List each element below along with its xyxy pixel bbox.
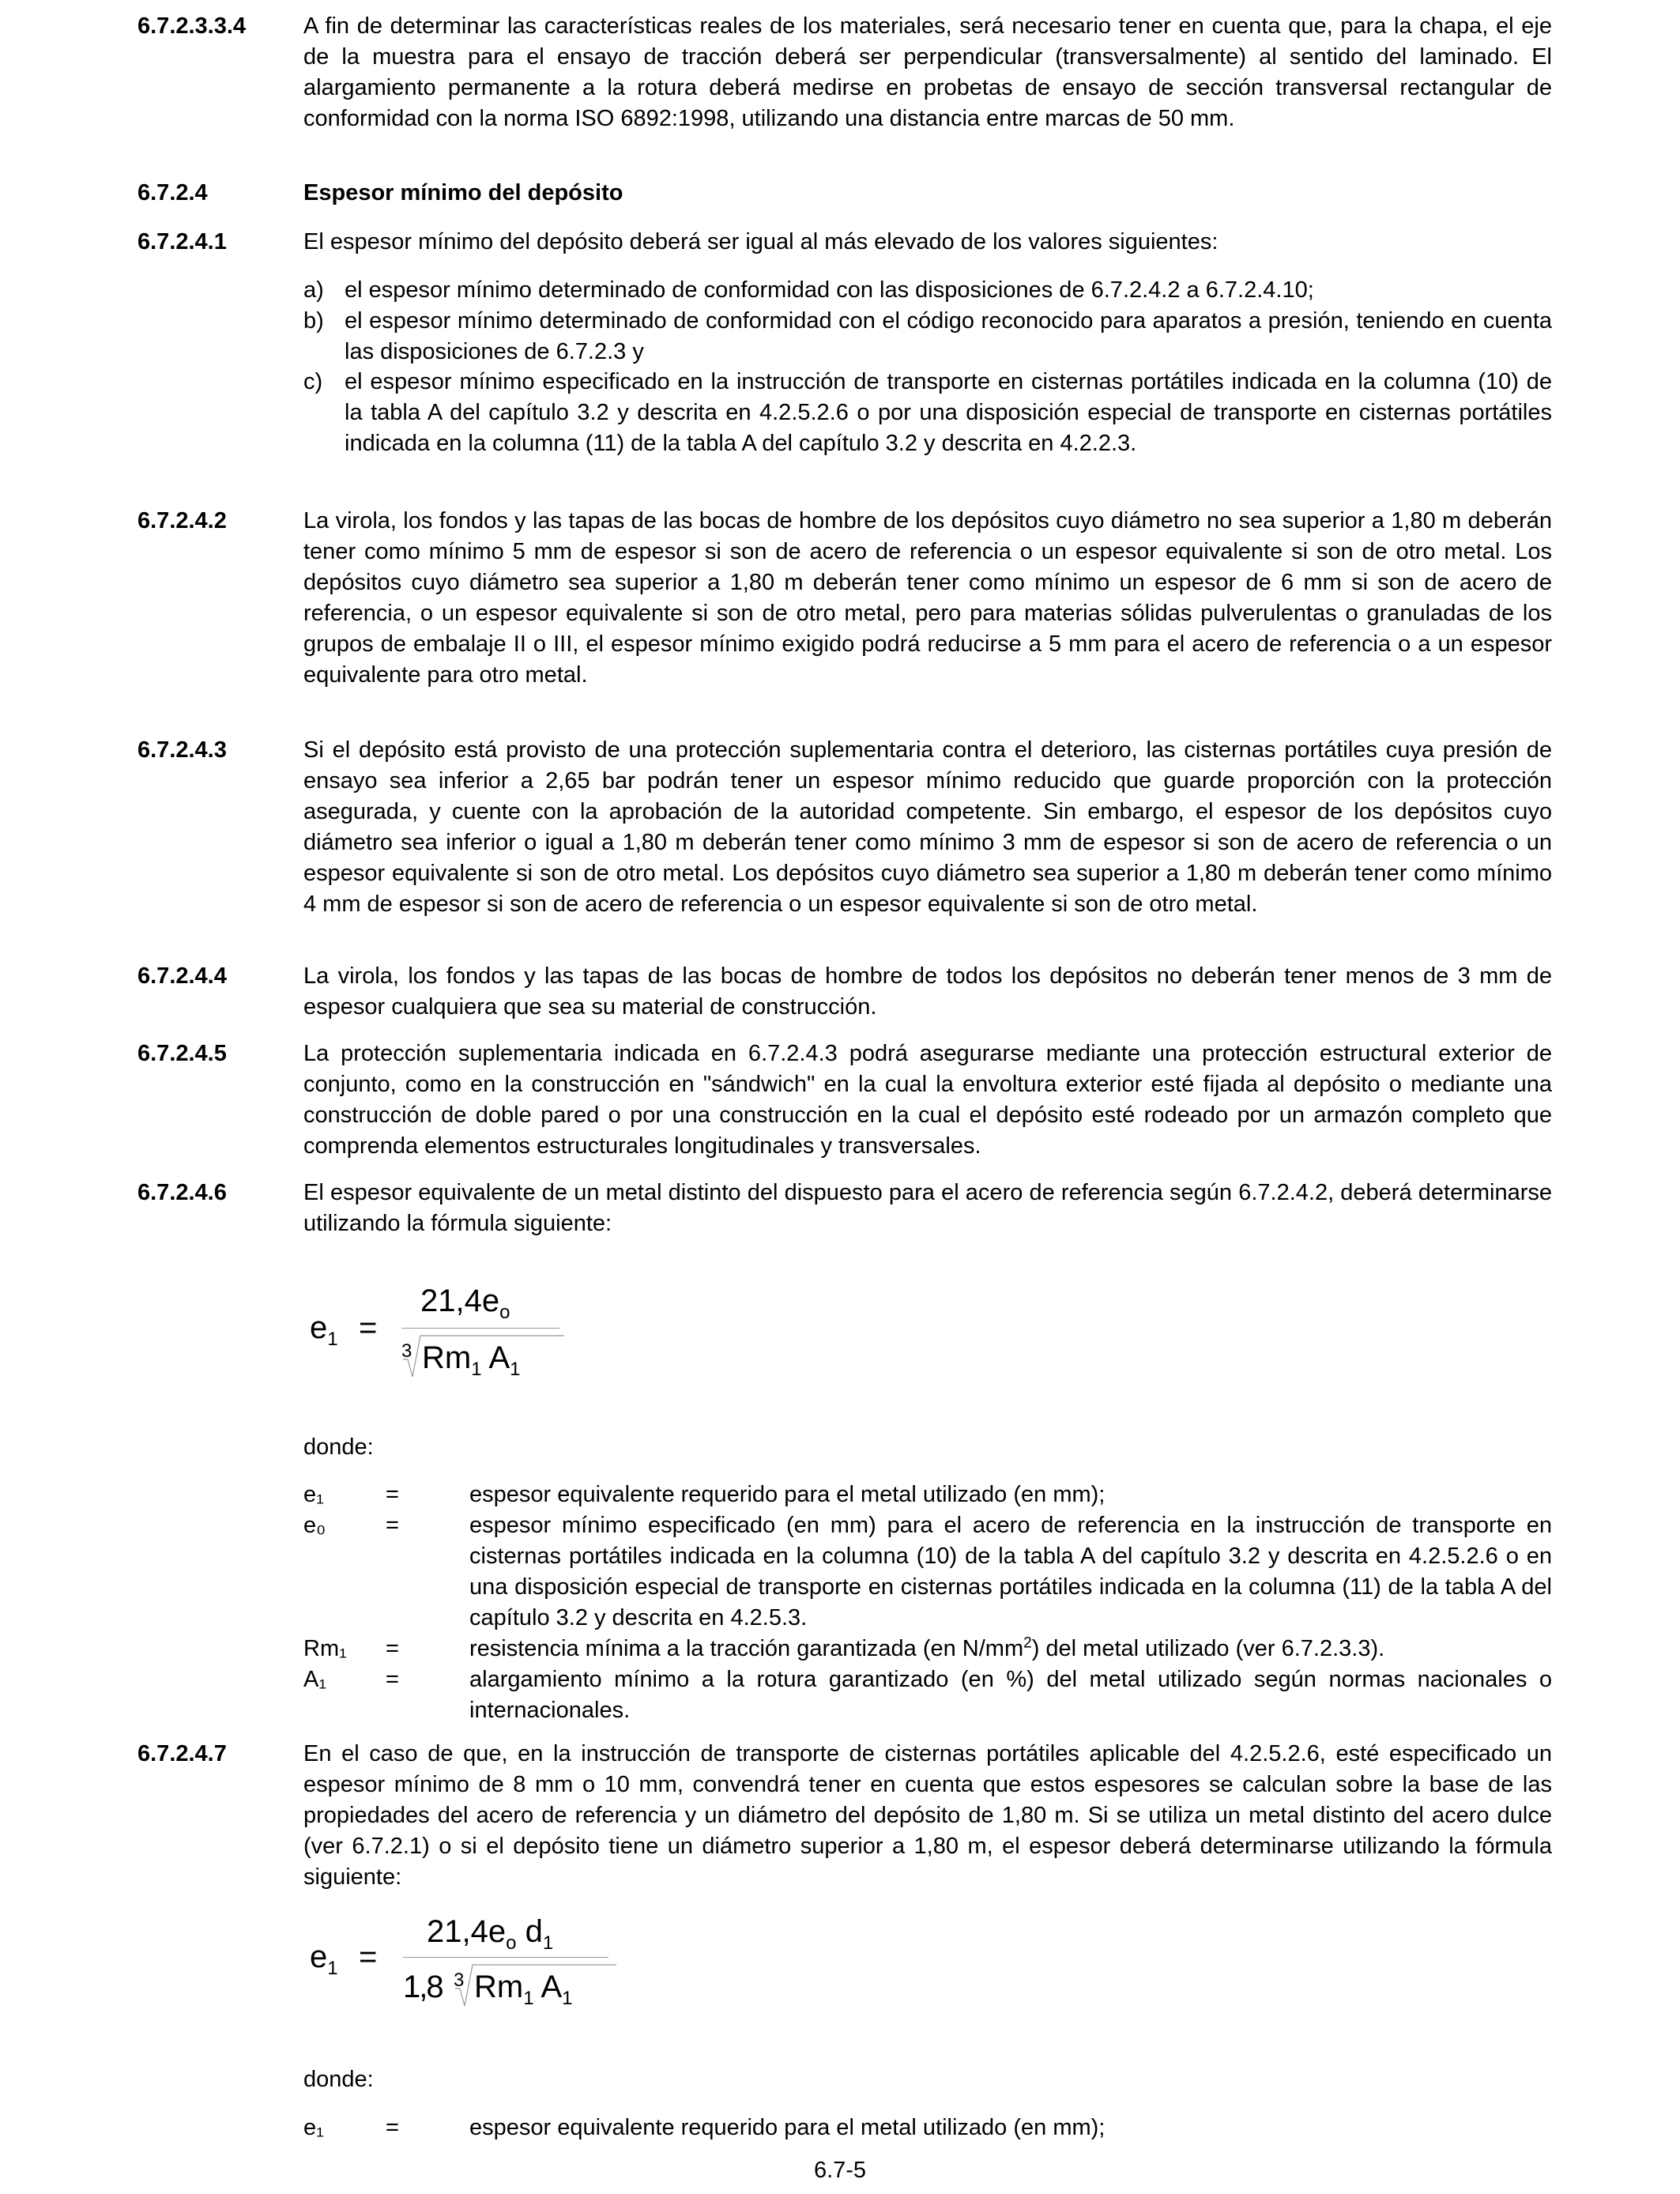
definition-text: resistencia mínima a la tracción garantizada (en $N/mm^2$) del metal utilizado (ver 6.7.2.3.3). xyxy=(469,1634,1385,1661)
paragraph-number: 6.7.2.4.6 xyxy=(137,1180,227,1205)
list-item-label: c) xyxy=(303,369,323,394)
paragraph-number: 6.7.2.4.7 xyxy=(137,1741,227,1766)
definition-text: espesor mínimo especificado (en mm) para el acero de referencia en la instrucción de transporte en cisternas portátiles indicada en la columna (10) de la tabla A del capítulo 3.2 y descrita en 4.2.5.2.6 o en una disposición especial de transporte en cisternas portátiles indicada en la columna (11) de la tabla A del capítulo 3.2 y descrita en 4.2.5.3. xyxy=(469,1513,1552,1630)
paragraph-number: 6.7.2.4.2 xyxy=(137,508,227,533)
paragraph-number: 6.7.2.3.3.4 xyxy=(137,13,247,39)
paragraph-text: La virola, los fondos y las tapas de las bocas de hombre de los depósitos cuyo diámetro no sea superior a 1,80 m deberán tener como mínimo 5 mm de espesor si son de acero de referencia o un espesor equivalente si son de otro metal. Los depósitos cuyo diámetro sea superior a 1,80 m deberán tener como mínimo un espesor de 6 mm si son de acero de referencia, o un espesor equivalente si son de otro metal, pero para materias sólidas pulverulentas o granuladas de los grupos de embalaje II o III, el espesor mínimo exigido podrá reducirse a 5 mm para el acero de referencia o a un espesor equivalente para otro metal. xyxy=(303,508,1552,688)
formula-lhs: $e_1$ xyxy=(310,1940,338,1979)
definition-equals: = xyxy=(386,1513,399,1538)
definition-symbol: e₁ xyxy=(303,1482,324,1507)
definition-text: espesor equivalente requerido para el metal utilizado (en mm); xyxy=(469,1482,1106,1507)
donde-label: donde: xyxy=(303,2067,374,2092)
formula-equivalent-thickness xyxy=(303,1280,714,1391)
list-item-text: el espesor mínimo determinado de conformidad con el código reconocido para aparatos a presión, teniendo en cuenta las disposiciones de 6.7.2.3 y xyxy=(345,308,1552,364)
section-heading: Espesor mínimo del depósito xyxy=(303,180,623,205)
formula-denominator: $Rm_1$ $A_1$ xyxy=(422,1340,521,1380)
formula-equals: = xyxy=(359,1310,378,1345)
formula-equals: = xyxy=(359,1940,378,1974)
paragraph-number: 6.7.2.4.5 xyxy=(137,1041,227,1066)
definition-text: alargamiento mínimo a la rotura garantizado (en %) del metal utilizado según normas nacionales o internacionales. xyxy=(469,1667,1552,1723)
fraction-bar xyxy=(401,1328,559,1329)
paragraph-text: El espesor mínimo del depósito deberá ser igual al más elevado de los valores siguientes: xyxy=(303,229,1219,254)
list-item-text: el espesor mínimo determinado de conformidad con las disposiciones de 6.7.2.4.2 a 6.7.2.4.10; xyxy=(345,277,1314,303)
page-number: 6.7-5 xyxy=(813,2158,867,2183)
root-index: 3 xyxy=(454,1970,465,1991)
definition-equals: = xyxy=(386,1636,399,1661)
paragraph-text: Si el depósito está provisto de una protección suplementaria contra el deterioro, las cisternas portátiles cuya presión de ensayo sea inferior a 2,65 bar podrán tener un espesor mínimo reducido que guarde proporción con la protección asegurada, y cuente con la aprobación de la autoridad competente. Sin embargo, el espesor de los depósitos cuyo diámetro sea inferior o igual a 1,80 m deberán tener como mínimo 3 mm de espesor si son de acero de referencia o un espesor equivalente si son de otro metal. Los depósitos cuyo diámetro sea superior a 1,80 m deberán tener como mínimo 4 mm de espesor si son de acero de referencia o un espesor equivalente si son de otro metal. xyxy=(303,737,1552,917)
formula-denominator: $Rm_1$ $A_1$ xyxy=(474,1970,573,2009)
paragraph-text: El espesor equivalente de un metal distinto del dispuesto para el acero de referencia según 6.7.2.4.2, deberá determinarse utilizando la fórmula siguiente: xyxy=(303,1180,1552,1236)
formula-numerator: $21,4e_o$ $d_1$ xyxy=(427,1914,554,1954)
root-index: 3 xyxy=(401,1340,412,1362)
formula-thickness-diameter xyxy=(303,1913,714,2023)
formula-coefficient: 1,8 xyxy=(403,1970,443,2004)
definition-equals: = xyxy=(386,2115,399,2140)
paragraph-number: 6.7.2.4.4 xyxy=(137,963,227,989)
definition-text: espesor equivalente requerido para el metal utilizado (en mm); xyxy=(469,2115,1106,2140)
definition-symbol: e₀ xyxy=(303,1513,326,1538)
paragraph-text: La protección suplementaria indicada en 6.7.2.4.3 podrá asegurarse mediante una protección estructural exterior de conjunto, como en la construcción en "sándwich" en la cual la envoltura exterior esté fijada al depósito o mediante una construcción de doble pared o por una construcción en la cual el depósito esté rodeado por un armazón completo que comprenda elementos estructurales longitudinales y transversales. xyxy=(303,1041,1552,1159)
definition-symbol: A₁ xyxy=(303,1667,327,1692)
paragraph-text: En el caso de que, en la instrucción de transporte de cisternas portátiles aplicable del 4.2.5.2.6, esté especificado un espesor mínimo de 8 mm o 10 mm, convendrá tener en cuenta que estos espesores se calculan sobre la base de las propiedades del acero de referencia y un diámetro del depósito de 1,80 m. Si se utiliza un metal distinto del acero dulce (ver 6.7.2.1) o si el depósito tiene un diámetro superior a 1,80 m, el espesor deberá determinarse utilizando la fórmula siguiente: xyxy=(303,1741,1552,1890)
list-item-label: a) xyxy=(303,277,324,303)
fraction-bar xyxy=(403,1957,608,1958)
definition-symbol: Rm₁ xyxy=(303,1636,347,1661)
formula-numerator: $21,4e_o$ xyxy=(420,1284,510,1323)
donde-label: donde: xyxy=(303,1434,374,1460)
list-item-label: b) xyxy=(303,308,324,334)
list-item-text: el espesor mínimo especificado en la instrucción de transporte en cisternas portátiles indicada en la columna (10) de la tabla A del capítulo 3.2 y descrita en 4.2.5.2.6 o por una disposición especial de transporte en cisternas portátiles indicada en la columna (11) de la tabla A del capítulo 3.2 y descrita en 4.2.2.3. xyxy=(345,369,1552,456)
section-number: 6.7.2.4 xyxy=(137,180,208,205)
formula-lhs: $e_1$ xyxy=(310,1310,338,1350)
paragraph-text: A fin de determinar las características reales de los materiales, será necesario tener en cuenta que, para la chapa, el eje de la muestra para el ensayo de tracción deberá ser perpendicular (transversalmente) al sentido del laminado. El alargamiento permanente a la rotura deberá medirse en probetas de ensayo de sección transversal rectangular de conformidad con la norma ISO 6892:1998, utilizando una distancia entre marcas de 50 mm. xyxy=(303,13,1552,131)
definition-equals: = xyxy=(386,1482,399,1507)
definition-equals: = xyxy=(386,1667,399,1692)
paragraph-text: La virola, los fondos y las tapas de las bocas de hombre de todos los depósitos no deberán tener menos de 3 mm de espesor cualquiera que sea su material de construcción. xyxy=(303,963,1552,1020)
paragraph-number: 6.7.2.4.1 xyxy=(137,229,227,254)
definition-symbol: e₁ xyxy=(303,2115,324,2140)
paragraph-number: 6.7.2.4.3 xyxy=(137,737,227,763)
